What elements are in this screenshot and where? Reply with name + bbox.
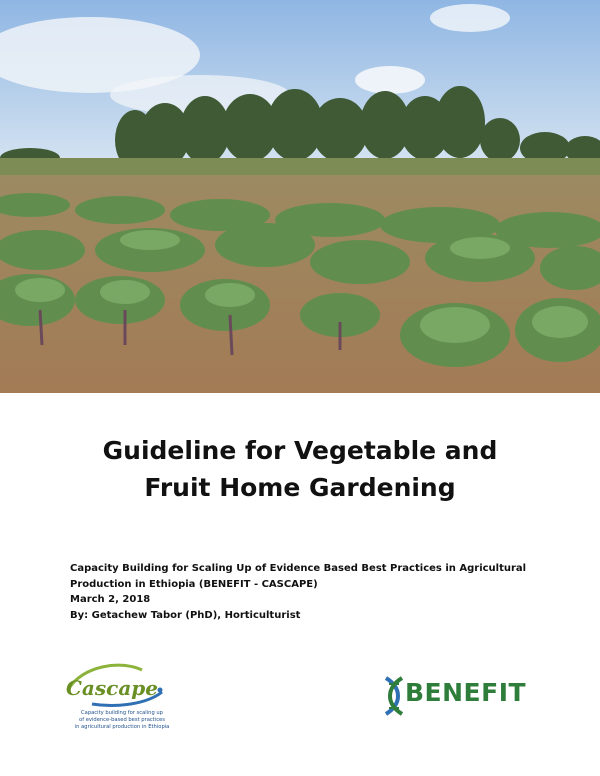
title-line-2: Fruit Home Gardening [144, 473, 456, 502]
benefit-wordmark: BENEFIT [405, 678, 527, 707]
title-line-1: Guideline for Vegetable and [102, 436, 498, 465]
benefit-logo [383, 676, 543, 716]
author-line: By: Getachew Tabor (PhD), Horticulturist [70, 609, 301, 621]
publication-date: March 2, 2018 [70, 594, 151, 605]
cascape-logo [62, 660, 182, 740]
cascape-tagline-3: in agricultural production in Ethiopia [74, 724, 170, 730]
cascape-tagline-1: Capacity building for scaling up [81, 710, 163, 716]
subtitle-line-1: Capacity Building for Scaling Up of Evidence Based Best Practices in Agricultural [70, 563, 527, 574]
cascape-wordmark: Cascape [66, 676, 158, 700]
document-title [0, 432, 600, 506]
subtitle-line-2: Production in Ethiopia (BENEFIT - CASCAPE) [70, 578, 318, 590]
cascape-tagline [62, 710, 182, 731]
document-subtitle [70, 561, 540, 623]
cascape-tagline-2: of evidence-based best practices [79, 717, 165, 723]
dna-helix-icon [383, 676, 405, 716]
